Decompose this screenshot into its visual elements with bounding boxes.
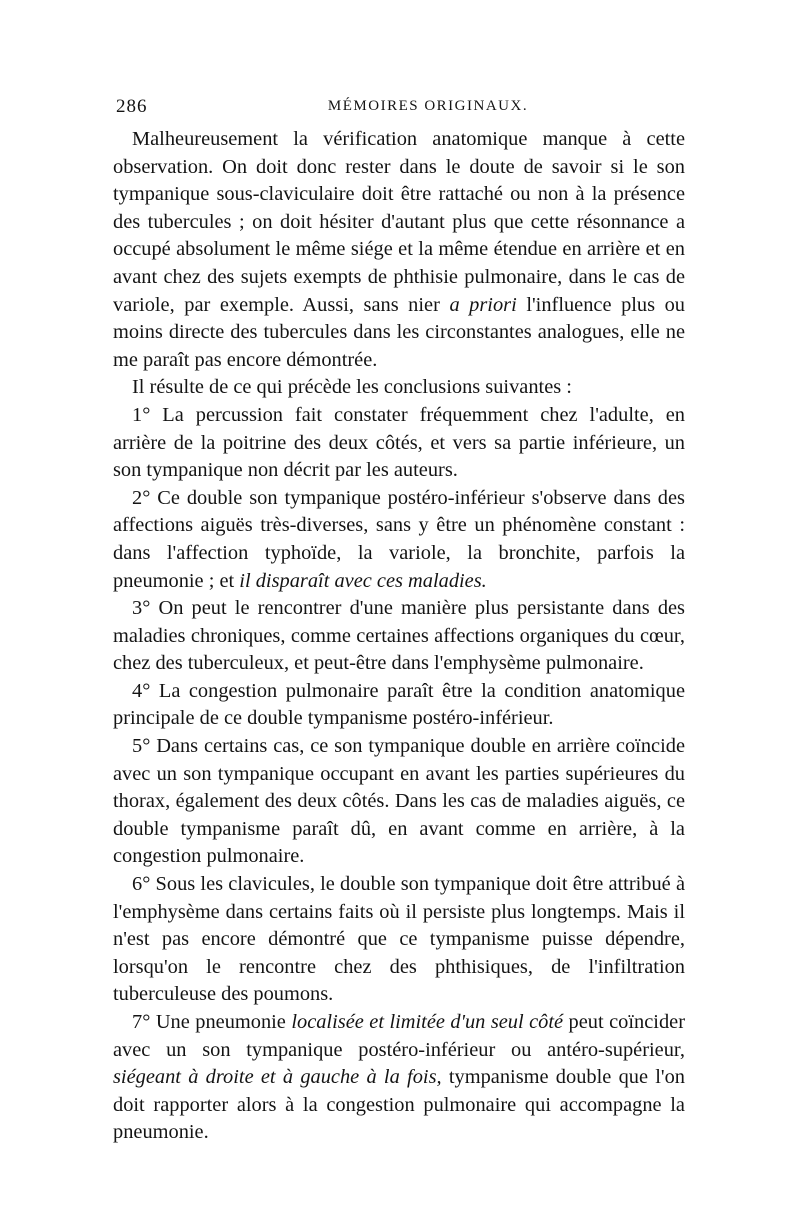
text-run: 6° Sous les clavicules, le double son tympanique doit être attribué à l'emphysème dans certains faits où il persiste plus longtemps. Mais il n'est pas encore démontré que ce tympanisme puisse dépendre, lorsqu'on le rencontre chez des phthisiques, de l'infiltration tuberculeuse des poumons. [113, 873, 685, 1006]
text-run: Malheureusement la vérification anatomique manque à cette observation. On doit donc rester dans le doute de savoir si le son tympanique sous-claviculaire doit être rattaché ou non à la présence des tubercules ; on doit hésiter d'autant plus que cette résonnance a occupé absolument le même siége et la même étendue en arrière et en avant chez des sujets exempts de phthisie pulmonaire, dans le cas de variole, par exemple. Aussi, sans nier [113, 128, 685, 316]
paragraph [113, 733, 685, 871]
page-header [116, 96, 684, 122]
text-run: peut coïncider avec un son tympanique postéro-inférieur ou antéro-supérieur, [113, 1011, 685, 1061]
running-head: MÉMOIRES ORIGINAUX. [327, 98, 529, 114]
paragraph [113, 374, 685, 402]
text-run: 3° On peut le rencontrer d'une manière plus persistante dans des maladies chroniques, comme certaines affections organiques du cœur, chez des tuberculeux, et peut-être dans l'emphysème pulmonaire. [113, 597, 685, 675]
text-run: 1° La percussion fait constater fréquemment chez l'adulte, en arrière de la poitrine des deux côtés, et vers sa partie inférieure, un son tympanique non décrit par les auteurs. [113, 403, 685, 482]
text-run: l'influence plus ou moins directe des tubercules dans les circonstantes analogues, elle ne me paraît pas encore démontrée. [113, 293, 685, 371]
body-text [113, 126, 685, 1147]
italic-text-run: localisée et limitée d'un seul côté [291, 1011, 564, 1033]
text-run: 4° La congestion pulmonaire paraît être la condition anatomique principale de ce double tympanisme postéro-inférieur. [113, 679, 685, 730]
paragraph [113, 485, 685, 595]
paragraph [113, 678, 685, 733]
text-run: 7° Une pneumonie [132, 1011, 292, 1033]
paragraph [113, 595, 685, 678]
page-number: 286 [116, 96, 148, 117]
paragraph [113, 126, 685, 374]
text-run: Il résulte de ce qui précède les conclusions suivantes : [132, 376, 572, 399]
paragraph [113, 871, 685, 1009]
italic-text-run: il disparaît avec ces maladies. [239, 569, 487, 592]
text-run: tympanisme double que l'on doit rapporter alors à la congestion pulmonaire qui accompagne la pneumonie. [113, 1066, 685, 1144]
italic-text-run: siégeant à droite et à gauche à la fois, [113, 1066, 442, 1089]
paragraph [113, 1009, 685, 1147]
text-run: 2° Ce double son tympanique postéro-inférieur s'observe dans des affections aiguës très-diverses, sans y être un phénomène constant : dans l'affection typhoïde, la variole, la bronchite, parfois la pneumonie ; et [113, 486, 685, 592]
paragraph [113, 402, 685, 485]
text-run: 5° Dans certains cas, ce son tympanique double en arrière coïncide avec un son tympanique occupant en avant les parties supérieures du thorax, également des deux côtés. Dans les cas de maladies aiguës, ce double tympanisme paraît dû, en avant comme en arrière, à la congestion pulmonaire. [113, 735, 685, 868]
italic-text-run: a priori [449, 293, 517, 316]
